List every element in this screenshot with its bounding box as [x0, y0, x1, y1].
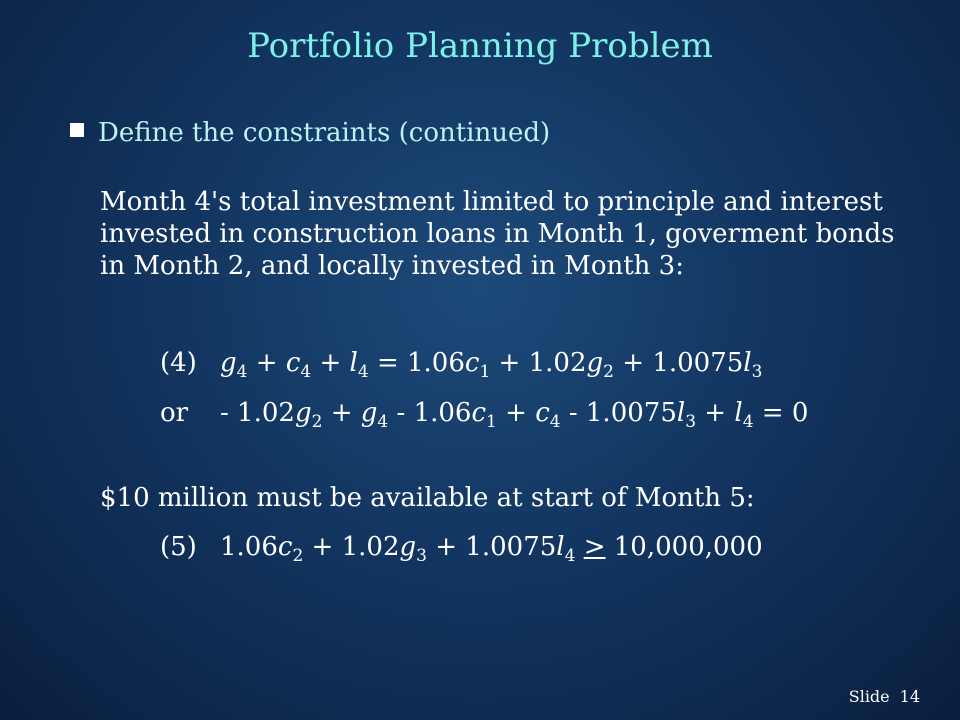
footer-label: Slide [848, 687, 890, 706]
bullet-text: Define the constraints (continued) [98, 118, 551, 148]
slide-footer [849, 687, 920, 706]
equation-number: (5) [160, 532, 197, 562]
or-label: or [160, 398, 189, 428]
equation-4: (4) $g_4 + c_4 + l_4 = 1.06c_1 + 1.02g_2 + 1.0075l_3$ [160, 348, 763, 382]
slide-number: 14 [899, 687, 920, 706]
square-bullet-icon [70, 123, 84, 137]
bullet-item [70, 118, 550, 148]
equation-5: (5) $1.06c_2 + 1.02g_3 + 1.0075l_4 > 10,000,000$ [160, 532, 763, 566]
slide-title: Portfolio Planning Problem [247, 26, 713, 66]
equation-number: (4) [160, 348, 197, 378]
equation-4-rearranged: or - $1.02g_2 + g_4 - 1.06c_1 + c_4 - 1.0075l_3 + l_4 = 0$ [160, 398, 809, 432]
constraint-description-month4: Month 4's total investment limited to principle and interest invested in construction loans in Month 1, goverment bonds in Month 2, and locally invested in Month 3: [100, 187, 895, 281]
constraint-description-month5: $10 million must be available at start of Month 5: [100, 483, 755, 513]
